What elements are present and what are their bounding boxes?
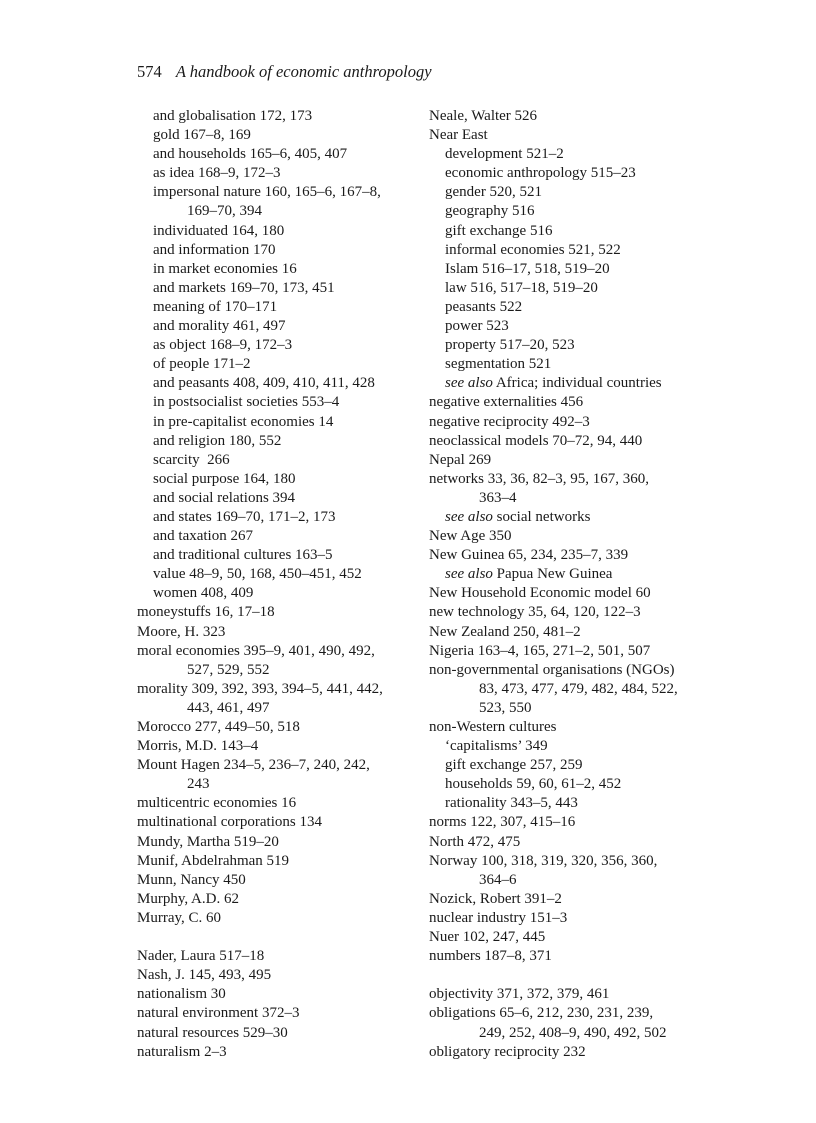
index-subentry: in pre-capitalist economies 14 xyxy=(153,413,334,430)
index-entry: Munn, Nancy 450 xyxy=(137,871,246,888)
index-subentry: gold 167–8, 169 xyxy=(153,127,251,144)
index-entry: Mundy, Martha 519–20 xyxy=(137,833,279,850)
index-subentry: see also social networks xyxy=(445,508,591,525)
index-subentry: economic anthropology 515–23 xyxy=(445,165,636,182)
index-subentry: and social relations 394 xyxy=(153,489,296,506)
index-subentry: value 48–9, 50, 168, 450–451, 452 xyxy=(153,566,362,583)
index-subentry: property 517–20, 523 xyxy=(445,337,575,354)
index-entry: naturalism 2–3 xyxy=(137,1043,227,1060)
see-also-label: see also xyxy=(445,375,493,392)
index-subentry: and information 170 xyxy=(153,241,276,258)
index-subentry: individuated 164, 180 xyxy=(153,222,285,239)
index-subentry: and traditional cultures 163–5 xyxy=(153,547,333,564)
index-subentry: power 523 xyxy=(445,318,509,335)
index-subentry: as idea 168–9, 172–3 xyxy=(153,165,281,182)
index-entry-continuation: 523, 550 xyxy=(479,699,532,716)
index-subentry: geography 516 xyxy=(445,203,535,220)
index-entry: Nigeria 163–4, 165, 271–2, 501, 507 xyxy=(429,642,651,659)
index-entry: networks 33, 36, 82–3, 95, 167, 360, xyxy=(429,470,649,487)
index-entry: New Zealand 250, 481–2 xyxy=(429,623,581,640)
index-entry: obligations 65–6, 212, 230, 231, 239, xyxy=(429,1005,654,1022)
index-subentry: scarcity 266 xyxy=(153,451,230,468)
index-subentry: and peasants 408, 409, 410, 411, 428 xyxy=(153,375,375,392)
index-entry-continuation: 527, 529, 552 xyxy=(187,661,270,678)
index-subentry: and globalisation 172, 173 xyxy=(153,108,313,124)
index-entry: New Household Economic model 60 xyxy=(429,585,651,602)
index-subentry: development 521–2 xyxy=(445,146,564,163)
index-subentry: in market economies 16 xyxy=(153,260,297,277)
index-entry: objectivity 371, 372, 379, 461 xyxy=(429,986,610,1003)
index-subentry: and taxation 267 xyxy=(153,528,253,545)
see-also-label: see also xyxy=(445,566,493,583)
index-entry: moneystuffs 16, 17–18 xyxy=(137,604,275,621)
index-entry: negative reciprocity 492–3 xyxy=(429,413,590,430)
index-entry: moral economies 395–9, 401, 490, 492, xyxy=(137,642,375,659)
index-subentry: gift exchange 516 xyxy=(445,222,553,239)
index-entry: natural resources 529–30 xyxy=(137,1024,288,1041)
index-entry-continuation: 243 xyxy=(187,776,210,793)
index-entry: North 472, 475 xyxy=(429,833,521,850)
index-entry: new technology 35, 64, 120, 122–3 xyxy=(429,604,641,621)
index-entry: obligatory reciprocity 232 xyxy=(429,1043,586,1060)
index-subentry: in postsocialist societies 553–4 xyxy=(153,394,340,411)
index-entry: Norway 100, 318, 319, 320, 356, 360, xyxy=(429,852,658,869)
index-entry-continuation: 443, 461, 497 xyxy=(187,699,270,716)
index-entry: Mount Hagen 234–5, 236–7, 240, 242, xyxy=(137,757,370,774)
index-entry: numbers 187–8, 371 xyxy=(429,948,552,965)
index-subentry: peasants 522 xyxy=(445,298,523,315)
index-subentry: informal economies 521, 522 xyxy=(445,241,621,258)
index-entry: Murray, C. 60 xyxy=(137,909,222,926)
section-gap xyxy=(137,928,412,947)
index-entry: New Guinea 65, 234, 235–7, 339 xyxy=(429,547,629,564)
index-subentry: households 59, 60, 61–2, 452 xyxy=(445,776,622,793)
index-entry: nuclear industry 151–3 xyxy=(429,909,568,926)
page-number: 574 xyxy=(137,62,162,81)
index-subentry: and religion 180, 552 xyxy=(153,432,282,449)
index-subentry: and markets 169–70, 173, 451 xyxy=(153,279,335,296)
index-subentry: as object 168–9, 172–3 xyxy=(153,337,293,354)
index-entry: New Age 350 xyxy=(429,528,512,545)
index-entry: Nash, J. 145, 493, 495 xyxy=(137,967,272,984)
index-entry: Moore, H. 323 xyxy=(137,623,226,640)
index-subentry: meaning of 170–171 xyxy=(153,298,278,315)
index-entry-continuation: 249, 252, 408–9, 490, 492, 502 xyxy=(479,1024,667,1041)
index-entry: Nader, Laura 517–18 xyxy=(137,948,265,965)
index-entry-continuation: 83, 473, 477, 479, 482, 484, 522, xyxy=(479,680,678,697)
section-gap xyxy=(429,966,704,985)
index-entry-continuation: 364–6 xyxy=(479,871,517,888)
index-entry: Nepal 269 xyxy=(429,451,492,468)
index-entry-continuation: 169–70, 394 xyxy=(187,203,262,220)
index-subentry: gender 520, 521 xyxy=(445,184,543,201)
index-subentry: see also Africa; individual countries xyxy=(445,375,662,392)
index-subentry: and households 165–6, 405, 407 xyxy=(153,146,348,163)
index-entry: Nuer 102, 247, 445 xyxy=(429,929,546,946)
index-entry: neoclassical models 70–72, 94, 440 xyxy=(429,432,643,449)
see-also-label: see also xyxy=(445,508,493,525)
index-subentry: law 516, 517–18, 519–20 xyxy=(445,279,598,296)
index-entry: Morocco 277, 449–50, 518 xyxy=(137,719,300,735)
index-entry: Nozick, Robert 391–2 xyxy=(429,890,562,907)
index-subentry: segmentation 521 xyxy=(445,356,552,373)
book-title: A handbook of economic anthropology xyxy=(175,62,432,81)
index-subentry: ‘capitalisms’ 349 xyxy=(445,738,548,755)
index-entry: non-governmental organisations (NGOs) xyxy=(429,661,675,678)
index-subentry: Islam 516–17, 518, 519–20 xyxy=(445,260,610,277)
index-subentry: rationality 343–5, 443 xyxy=(445,795,578,812)
index-column-left xyxy=(137,107,412,1062)
index-subentry: of people 171–2 xyxy=(153,356,251,373)
index-subentry: impersonal nature 160, 165–6, 167–8, xyxy=(153,184,381,201)
index-entry: norms 122, 307, 415–16 xyxy=(429,814,576,831)
index-entry: Neale, Walter 526 xyxy=(429,108,538,124)
index-subentry: gift exchange 257, 259 xyxy=(445,757,583,774)
index-entry: natural environment 372–3 xyxy=(137,1005,300,1022)
index-entry: multinational corporations 134 xyxy=(137,814,322,831)
index-entry: Murphy, A.D. 62 xyxy=(137,890,239,907)
index-entry: Munif, Abdelrahman 519 xyxy=(137,852,290,869)
index-subentry: and states 169–70, 171–2, 173 xyxy=(153,508,336,525)
index-entry: negative externalities 456 xyxy=(429,394,584,411)
index-entry: multicentric economies 16 xyxy=(137,795,297,812)
index-entry: Morris, M.D. 143–4 xyxy=(137,738,259,755)
index-subentry: social purpose 164, 180 xyxy=(153,470,296,487)
index-entry: Near East xyxy=(429,127,488,144)
index-column-right xyxy=(429,107,704,1062)
index-subentry: and morality 461, 497 xyxy=(153,318,286,335)
running-header xyxy=(137,60,432,84)
index-entry-continuation: 363–4 xyxy=(479,489,517,506)
index-entry: nationalism 30 xyxy=(137,986,226,1003)
index-entry: non-Western cultures xyxy=(429,719,557,735)
index-subentry: see also Papua New Guinea xyxy=(445,566,613,583)
index-subentry: women 408, 409 xyxy=(153,585,254,602)
index-entry: morality 309, 392, 393, 394–5, 441, 442, xyxy=(137,680,383,697)
